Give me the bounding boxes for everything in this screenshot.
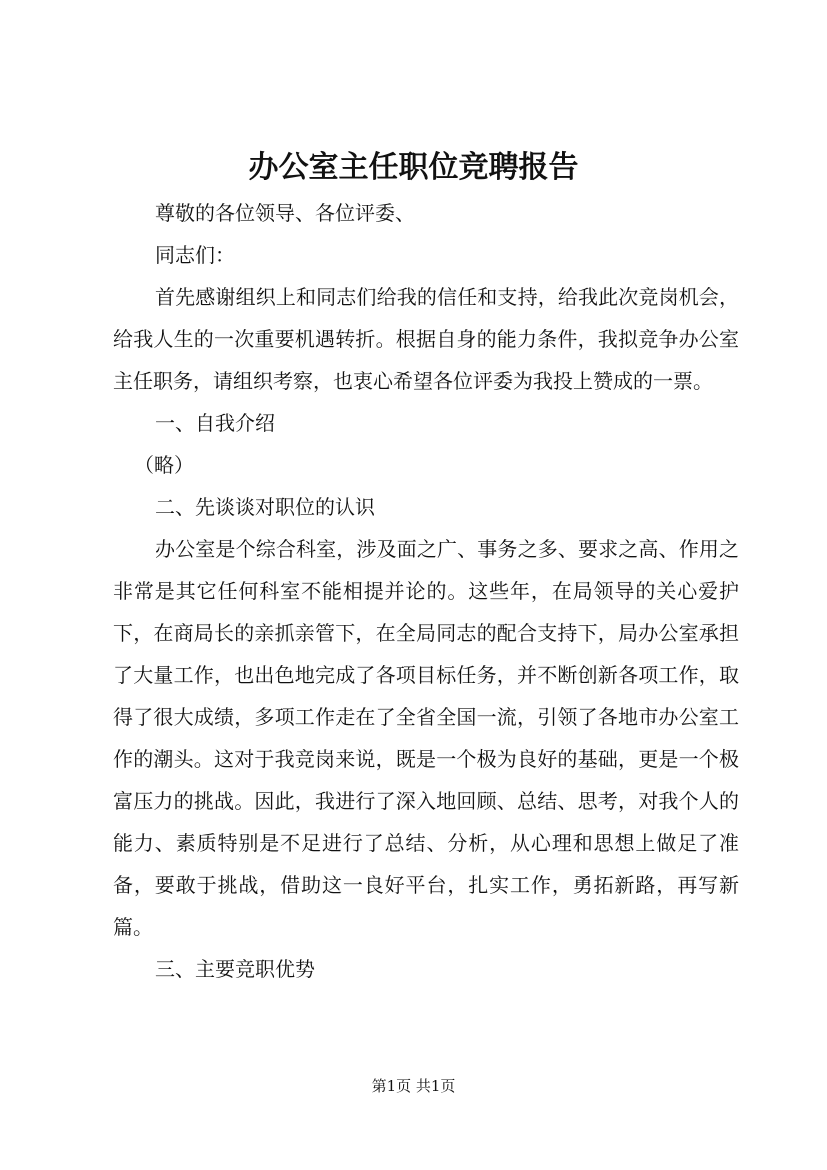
salutation-line: 同志们： (155, 243, 235, 267)
document-title: 办公室主任职位竞聘报告 (248, 150, 579, 185)
greeting-line: 尊敬的各位领导、各位评委、 (155, 201, 415, 225)
intro-paragraph: 首先感谢组织上和同志们给我的信任和支持，给我此次竞岗机会，给我人生的一次重要机遇转折。根据自身的能力条件，我拟竞争办公室主任职务，请组织考察，也衷心希望各位评委为我投上赞成的一票。 (113, 285, 739, 393)
page-footer: 第1页 共1页 (371, 1077, 456, 1095)
section-body-omitted: （略） (134, 453, 194, 477)
section-body-position-understanding: 办公室是个综合科室，涉及面之广、事务之多、要求之高、作用之非常是其它任何科室不能相提并论的。这些年，在局领导的关心爱护下，在商局长的亲抓亲管下，在全局同志的配合支持下，局办公室承担了大量工作，也出色地完成了各项目标任务，并不断创新各项工作，取得了很大成绩，多项工作走在了全省全国一流，引领了各地市办公室工作的潮头。这对于我竞岗来说，既是一个极为良好的基础，更是一个极富压力的挑战。因此，我进行了深入地回顾、总结、思考，对我个人的能力、素质特别是不足进行了总结、分析，从心理和思想上做足了准备，要敢于挑战，借助这一良好平台，扎实工作，勇拓新路，再写新篇。 (113, 537, 739, 939)
section-heading-advantages: 三、主要竞职优势 (155, 957, 315, 981)
document-body (113, 192, 739, 990)
section-heading-position-understanding: 二、先谈谈对职位的认识 (155, 495, 375, 519)
section-heading-self-intro: 一、自我介绍 (155, 411, 275, 435)
